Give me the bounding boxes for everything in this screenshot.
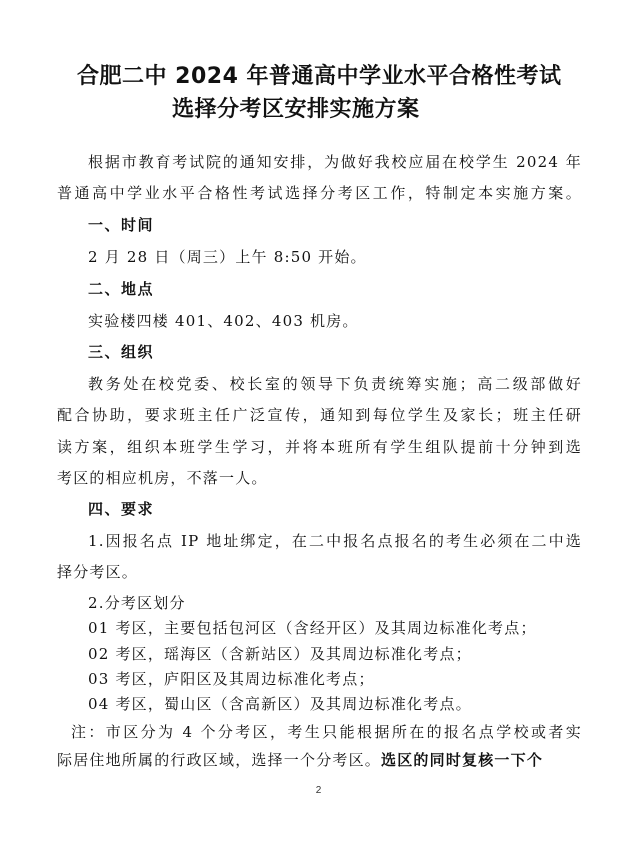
section-heading-organization: 三、组织 <box>88 343 155 361</box>
document-title-line-2: 选择分考区安排实施方案 <box>172 97 420 122</box>
organization-paragraph-line-3: 读方案，组织本班学生学习，并将本班所有学生组队提前十分钟到选 <box>57 438 582 456</box>
section-heading-requirements: 四、要求 <box>88 500 155 518</box>
zone-01-text: 01 考区，主要包括包河区（含经开区）及其周边标准化考点； <box>88 619 537 637</box>
document-title-line-1: 合肥二中 2024 年普通高中学业水平合格性考试 <box>77 64 562 89</box>
requirement-1-line-1: 1.因报名点 IP 地址绑定，在二中报名点报名的考生必须在二中选 <box>88 532 582 550</box>
zone-04-text: 04 考区，蜀山区（含高新区）及其周边标准化考点。 <box>88 695 472 713</box>
time-text: 2 月 28 日（周三）上午 8:50 开始。 <box>88 248 367 266</box>
note-line-1: 注：市区分为 4 个分考区，考生只能根据所在的报名点学校或者实 <box>71 723 582 741</box>
requirement-1-line-2: 择分考区。 <box>57 563 139 581</box>
place-text: 实验楼四楼 401、402、403 机房。 <box>88 312 359 330</box>
zone-03-text: 03 考区，庐阳区及其周边标准化考点； <box>88 670 375 688</box>
organization-paragraph-line-2: 配合协助，要求班主任广泛宣传，通知到每位学生及家长；班主任研 <box>57 406 582 424</box>
page-number: 2 <box>315 785 322 796</box>
zone-02-text: 02 考区，瑶海区（含新站区）及其周边标准化考点； <box>88 645 472 663</box>
section-heading-place: 二、地点 <box>88 280 155 298</box>
intro-paragraph-line-1: 根据市教育考试院的通知安排，为做好我校应届在校学生 2024 年 <box>88 153 582 171</box>
organization-paragraph-line-4: 考区的相应机房，不落一人。 <box>57 469 268 487</box>
section-heading-time: 一、时间 <box>88 216 155 234</box>
requirement-2-heading: 2.分考区划分 <box>88 594 186 612</box>
note-line-2-bold: 选区的同时复核一下个 <box>381 751 544 769</box>
note-line-2 <box>57 749 582 771</box>
intro-paragraph-line-2: 普通高中学业水平合格性考试选择分考区工作，特制定本实施方案。 <box>57 184 582 202</box>
note-line-2-normal: 际居住地所属的行政区域，选择一个分考区。 <box>57 751 382 769</box>
organization-paragraph-line-1: 教务处在校党委、校长室的领导下负责统筹实施；高二级部做好 <box>88 375 582 393</box>
